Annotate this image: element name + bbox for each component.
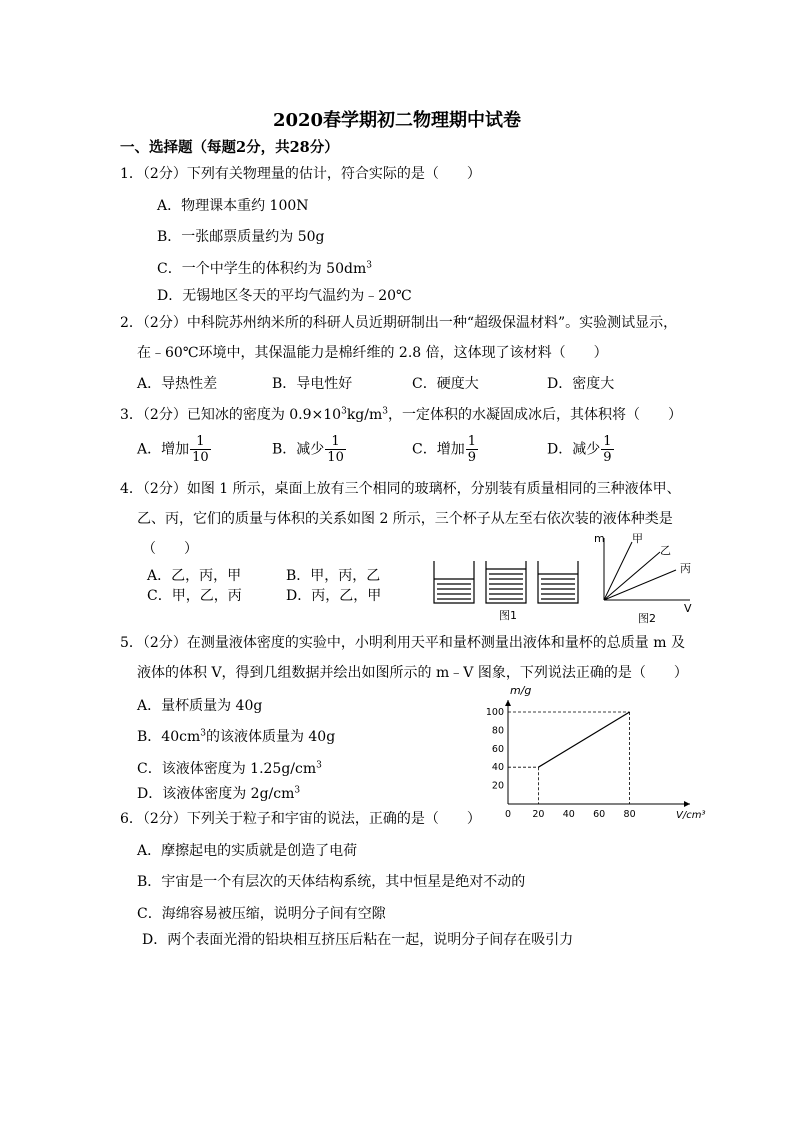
q5-option-b: B．$40cm^3$的该液体质量为 40g: [137, 728, 336, 745]
fig2-label-bing: 丙: [680, 562, 691, 575]
fig2-caption: 图2: [638, 612, 656, 625]
q6-option-a: A．摩擦起电的实质就是创造了电荷: [137, 843, 358, 859]
q3-option-a: A．增加 $\frac{1}{10}$: [137, 434, 209, 465]
fig2-line-jia: [604, 542, 632, 600]
mv-line: [538, 712, 629, 767]
fig1-cups: [428, 555, 588, 625]
q5-option-c: C．该液体密度为 $1.25g/cm^3$: [137, 760, 322, 777]
q5-option-a: A．量杯质量为 40g: [137, 698, 263, 714]
q4-stem-line2: 乙、丙，它们的质量与体积的关系如图 2 所示，三个杯子从左至右依次装的液体种类是: [137, 511, 673, 527]
chart-marks: [538, 712, 629, 767]
y-tick-label: 100: [485, 707, 504, 718]
x-axis-arrow: [684, 801, 690, 807]
chart-axes: [505, 700, 690, 807]
q1-option-b: B．一张邮票质量约为 50g: [157, 229, 325, 245]
q1-option-a: A．物理课本重约 100N: [157, 198, 309, 214]
x-tick-label: 0: [504, 809, 512, 820]
x-tick-label: 40: [562, 809, 575, 820]
q1-stem: 1．（2分）下列有关物理量的估计，符合实际的是（ ）: [120, 166, 481, 182]
q3-stem: 3．（2分）已知冰的密度为 $0.9\times 10^3kg/m^3$，一定体积的水凝固成冰后，其体积将（ ）: [120, 406, 682, 423]
y-tick-label: 80: [491, 725, 504, 737]
fig2-x-label: V: [684, 602, 692, 615]
section-heading: 一、选择题（每题2分，共28分）: [120, 139, 339, 156]
q5-stem-line1: 5．（2分）在测量液体密度的实验中，小明利用天平和量杯测量出液体和量杯的总质量 m 及: [120, 635, 685, 651]
y-tick-label: 20: [491, 780, 504, 792]
q2-option-a: A．导热性差: [137, 376, 218, 392]
x-tick-label: 20: [532, 809, 545, 820]
q2-option-c: C．硬度大: [412, 376, 479, 392]
x-tick-label: 60: [593, 809, 606, 820]
q3-option-b: B．减少 $\frac{1}{10}$: [272, 434, 344, 465]
chart-guides: [508, 712, 630, 804]
chart-x-label: V/cm³: [676, 810, 706, 821]
fig2-label-jia: 甲: [632, 532, 643, 545]
q4-option-d: D．丙，乙，甲: [286, 588, 382, 604]
q1-option-c: C．一个中学生的体积约为 $50dm^3$: [157, 260, 372, 277]
q4-option-a: A．乙，丙，甲: [147, 568, 242, 584]
page-title: 2020春学期初二物理期中试卷: [272, 110, 522, 131]
fig2-label-yi: 乙: [660, 544, 671, 557]
fig2-line-yi: [604, 552, 660, 600]
q4-stem-line1: 4．（2分）如图 1 所示，桌面上放有三个相同的玻璃杯，分别装有质量相同的三种液体甲、: [120, 481, 681, 497]
q5-option-d: D．该液体密度为 $2g/cm^3$: [137, 785, 301, 802]
q4-option-b: B．甲，丙，乙: [286, 568, 381, 584]
q2-stem-line2: 在﹣60℃环境中，其保温能力是棉纤维的 2.8 倍，这体现了该材料（ ）: [137, 345, 608, 361]
q5-stem-line2: 液体的体积 V，得到几组数据并绘出如图所示的 m﹣V 图象，下列说法正确的是（ ）: [137, 665, 688, 681]
q2-option-d: D．密度大: [547, 376, 615, 392]
x-tick-label: 80: [623, 809, 636, 820]
fig2-y-label: m: [594, 532, 605, 545]
q2-stem-line1: 2．（2分）中科院苏州纳米所的科研人员近期研制出一种“超级保温材料”。实验测试显示，: [120, 315, 678, 331]
fig1-caption: 图1: [499, 609, 517, 622]
q1-option-d: D．无锡地区冬天的平均气温约为﹣20℃: [157, 288, 412, 304]
q3-option-d: D．减少 $\frac{1}{9}$: [547, 434, 612, 465]
q4-option-c: C．甲，乙，丙: [147, 588, 242, 604]
cup-2: [486, 561, 526, 603]
q6-option-c: C．海绵容易被压缩，说明分子间有空隙: [137, 906, 386, 922]
cup-3: [538, 561, 578, 603]
cup-1: [434, 561, 474, 603]
fig2-mv-graph: [592, 530, 702, 630]
fig2-line-bing: [604, 570, 676, 600]
chart-y-label: m/g: [510, 684, 532, 697]
q3-option-c: C．增加 $\frac{1}{9}$: [412, 434, 476, 465]
y-axis-arrow: [505, 700, 511, 706]
q6-option-b: B．宇宙是一个有层次的天体结构系统，其中恒星是绝对不动的: [137, 874, 526, 890]
q5-mv-chart: [478, 682, 712, 824]
y-tick-label: 40: [491, 762, 504, 774]
q2-option-b: B．导电性好: [272, 376, 353, 392]
q6-option-d: D．两个表面光滑的铅块相互挤压后粘在一起，说明分子间存在吸引力: [142, 932, 574, 948]
q6-stem: 6．（2分）下列关于粒子和宇宙的说法，正确的是（ ）: [120, 811, 481, 827]
q4-stem-line3: （ ）: [142, 541, 198, 557]
y-tick-label: 60: [491, 743, 504, 755]
